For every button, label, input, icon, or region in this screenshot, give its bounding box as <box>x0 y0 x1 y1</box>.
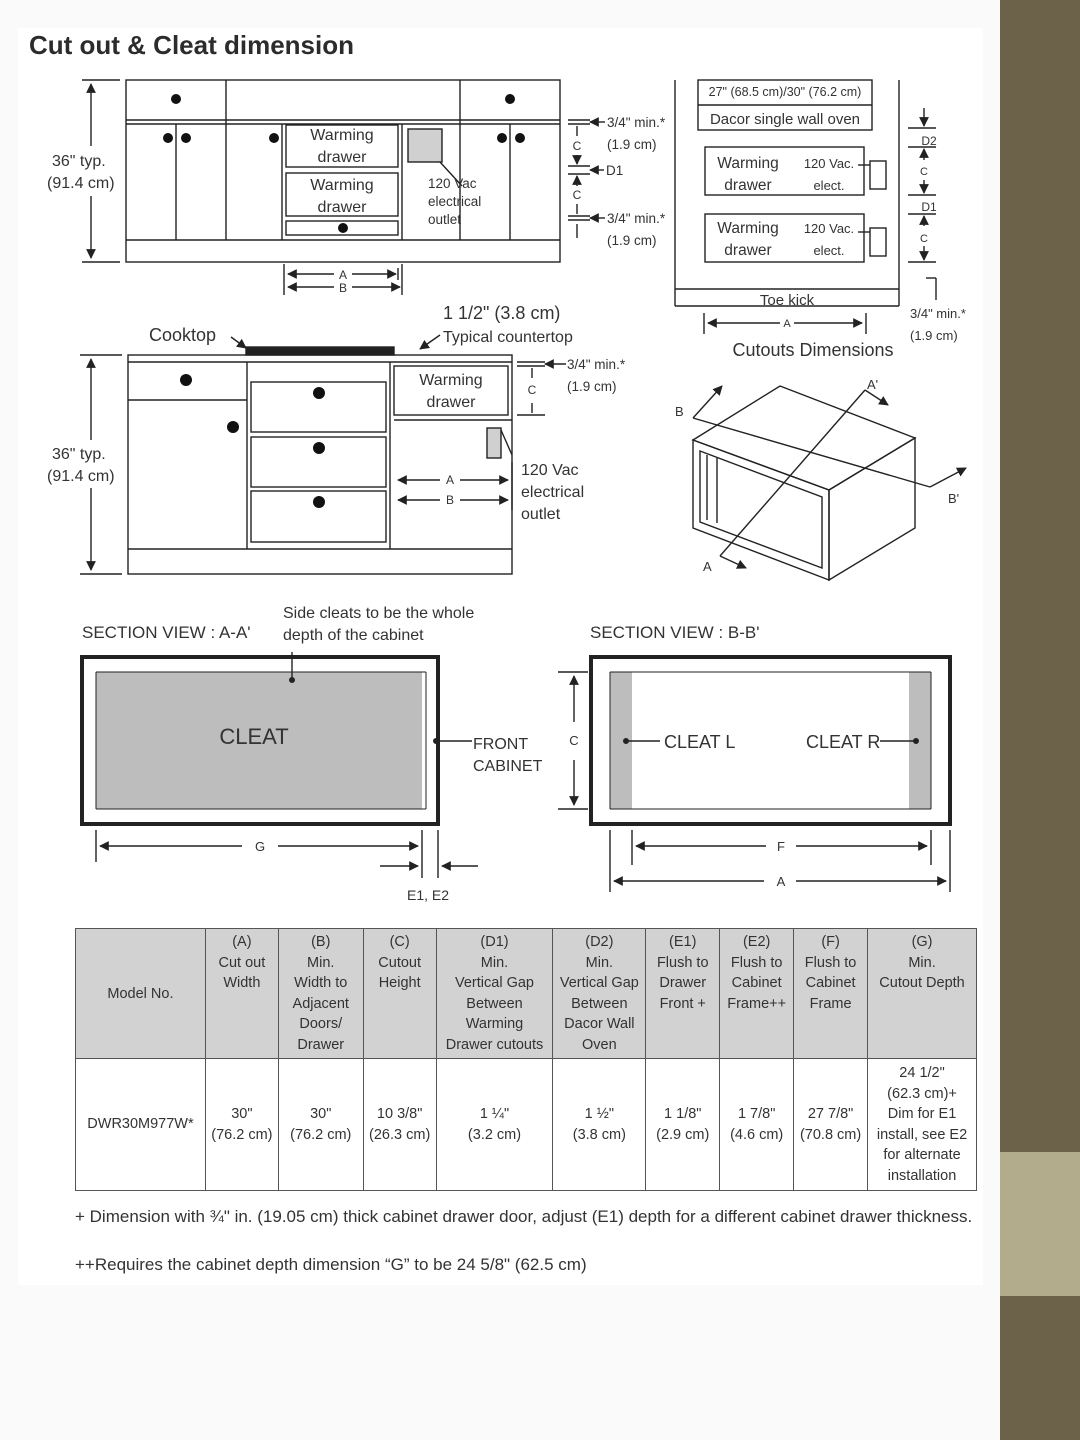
label-min-spacing: 3/4" min.* <box>910 306 966 321</box>
label-oven-name: Dacor single wall oven <box>709 111 861 128</box>
dimension-table <box>75 928 977 1191</box>
cell-d1: 1 ¼" (3.2 cm) <box>436 1059 553 1191</box>
label-warming-drawer: drawer <box>724 177 772 194</box>
label-dim-g: G <box>254 839 266 854</box>
label-dim-c: C <box>920 233 928 245</box>
label-min-spacing: (1.9 cm) <box>910 328 958 343</box>
header-c-cutout-height: (C) Cutout Height <box>363 929 436 1059</box>
label-warming-drawer: drawer <box>317 149 367 166</box>
cell-b: 30" (76.2 cm) <box>278 1059 363 1191</box>
label-min-spacing: (1.9 cm) <box>567 379 617 394</box>
label-countertop: Typical countertop <box>443 329 573 346</box>
label-outlet: outlet <box>428 212 462 227</box>
label-height-36-typ: 36" typ. <box>52 153 106 170</box>
label-height-36-typ: 36" typ. <box>52 446 106 463</box>
label-outlet: 120 Vac <box>521 462 579 479</box>
label-min-spacing: 3/4" min.* <box>567 357 626 372</box>
page-title: Cut out & Cleat dimension <box>29 30 354 60</box>
label-min-spacing: (1.9 cm) <box>607 137 657 152</box>
section-aa-note: Side cleats to be the whole <box>283 605 475 622</box>
section-bb-title: SECTION VIEW : B-B' <box>590 623 760 642</box>
cell-g: 24 1/2" (62.3 cm)+ Dim for E1 install, see E2 for alternate installation <box>868 1059 977 1191</box>
label-dim-c: C <box>572 188 582 202</box>
cell-d2: 1 ½" (3.8 cm) <box>553 1059 646 1191</box>
label-dim-a: A <box>783 318 791 330</box>
label-toe-kick: Toe kick <box>759 292 815 309</box>
label-outlet: electrical <box>428 194 482 209</box>
cell-e1: 1 1/8" (2.9 cm) <box>646 1059 720 1191</box>
section-aa-note: depth of the cabinet <box>283 627 424 644</box>
label-iso-a: A <box>703 559 712 574</box>
label-elect: 120 Vac. <box>803 156 855 171</box>
label-iso-b: B <box>675 404 684 419</box>
label-height-91cm: (91.4 cm) <box>47 175 115 192</box>
label-warming-drawer: Warming <box>310 177 374 194</box>
drawing-cabinet-elevation-cooktop <box>80 335 566 574</box>
label-min-spacing: (1.9 cm) <box>607 233 657 248</box>
label-dim-d1: D1 <box>921 200 937 214</box>
label-dim-d2: D2 <box>921 134 937 148</box>
cell-c: 10 3/8" (26.3 cm) <box>363 1059 436 1191</box>
header-model-no: Model No. <box>76 929 206 1059</box>
label-oven-size: 27" (68.5 cm)/30" (76.2 cm) <box>708 85 862 99</box>
label-dim-a: A <box>338 268 348 282</box>
label-front-cabinet: CABINET <box>473 758 543 775</box>
label-cleat-l: CLEAT L <box>664 732 736 752</box>
label-min-spacing: 3/4" min.* <box>607 211 666 226</box>
label-outlet: outlet <box>521 506 561 523</box>
header-d1-vertical-gap: (D1) Min. Vertical Gap Between Warming Drawer cutouts <box>436 929 553 1059</box>
cell-e2: 1 7/8" (4.6 cm) <box>720 1059 794 1191</box>
label-iso-a-prime: A' <box>867 377 879 392</box>
label-warming-drawer: Warming <box>310 127 374 144</box>
side-band-middle <box>1000 1152 1080 1296</box>
caption-cutouts-dimensions: Cutouts Dimensions <box>732 340 894 360</box>
label-warming-drawer: drawer <box>724 242 772 259</box>
drawing-oven-cutouts-labels <box>709 85 966 360</box>
footnote-e1: + Dimension with ¾" in. (19.05 cm) thick cabinet drawer door, adjust (E1) depth for a different cabinet drawer thickness. <box>75 1207 973 1226</box>
table-header-row <box>76 929 977 1059</box>
label-dim-b: B <box>445 493 455 507</box>
label-elect: 120 Vac. <box>803 221 855 236</box>
label-dim-c: C <box>527 383 537 397</box>
drawing-section-b-b <box>558 657 950 892</box>
label-countertop-dim: 1 1/2" (3.8 cm) <box>443 303 561 323</box>
label-warming-drawer: Warming <box>717 155 779 172</box>
drawing-cabinet-elevation-cooktop-labels <box>47 303 626 523</box>
label-elect: elect. <box>813 178 845 193</box>
label-min-spacing: 3/4" min.* <box>607 115 666 130</box>
cell-a: 30" (76.2 cm) <box>205 1059 278 1191</box>
label-dim-a: A <box>776 874 786 889</box>
label-cleat: CLEAT <box>219 724 289 749</box>
cell-model-no: DWR30M977W* <box>76 1059 206 1191</box>
header-f-flush-frame: (F) Flush to Cabinet Frame <box>794 929 868 1059</box>
header-a-cutout-width: (A) Cut out Width <box>205 929 278 1059</box>
header-e2-flush-cabinet: (E2) Flush to Cabinet Frame++ <box>720 929 794 1059</box>
label-outlet: electrical <box>521 484 585 501</box>
side-band-bottom <box>1000 1296 1080 1440</box>
label-cooktop: Cooktop <box>149 325 217 345</box>
footnote-e2: ++Requires the cabinet depth dimension “G” to be 24 5/8" (62.5 cm) <box>75 1255 587 1274</box>
drawing-isometric-cutout <box>693 386 966 580</box>
label-height-91cm: (91.4 cm) <box>47 468 115 485</box>
label-dim-d1: D1 <box>606 163 624 178</box>
label-dim-e1-e2: E1, E2 <box>406 887 450 903</box>
label-iso-b-prime: B' <box>948 491 960 506</box>
label-warming-drawer: drawer <box>426 394 476 411</box>
label-dim-b: B <box>338 281 348 295</box>
section-aa-title: SECTION VIEW : A-A' <box>82 623 251 642</box>
drawing-cabinet-elevation-top-labels <box>47 115 666 295</box>
cell-f: 27 7/8" (70.8 cm) <box>794 1059 868 1191</box>
label-warming-drawer: drawer <box>317 199 367 216</box>
label-front-cabinet: FRONT <box>473 736 529 753</box>
header-b-min-width: (B) Min. Width to Adjacent Doors/ Drawer <box>278 929 363 1059</box>
label-outlet: 120 Vac <box>428 176 477 191</box>
side-band-top <box>1000 0 1080 1152</box>
header-d2-vertical-gap: (D2) Min. Vertical Gap Between Dacor Wall Oven <box>553 929 646 1059</box>
drawing-section-a-a <box>82 652 478 878</box>
header-e1-flush-drawer: (E1) Flush to Drawer Front + <box>646 929 720 1059</box>
label-cleat-r: CLEAT R <box>806 732 881 752</box>
label-elect: elect. <box>813 243 845 258</box>
label-dim-c: C <box>572 139 582 153</box>
label-warming-drawer: Warming <box>419 372 483 389</box>
label-dim-c: C <box>569 733 579 748</box>
header-g-cutout-depth: (G) Min. Cutout Depth <box>868 929 977 1059</box>
label-dim-a: A <box>445 473 455 487</box>
label-dim-c: C <box>920 166 928 178</box>
label-warming-drawer: Warming <box>717 220 779 237</box>
label-dim-f: F <box>777 839 785 854</box>
table-row <box>76 1059 977 1191</box>
